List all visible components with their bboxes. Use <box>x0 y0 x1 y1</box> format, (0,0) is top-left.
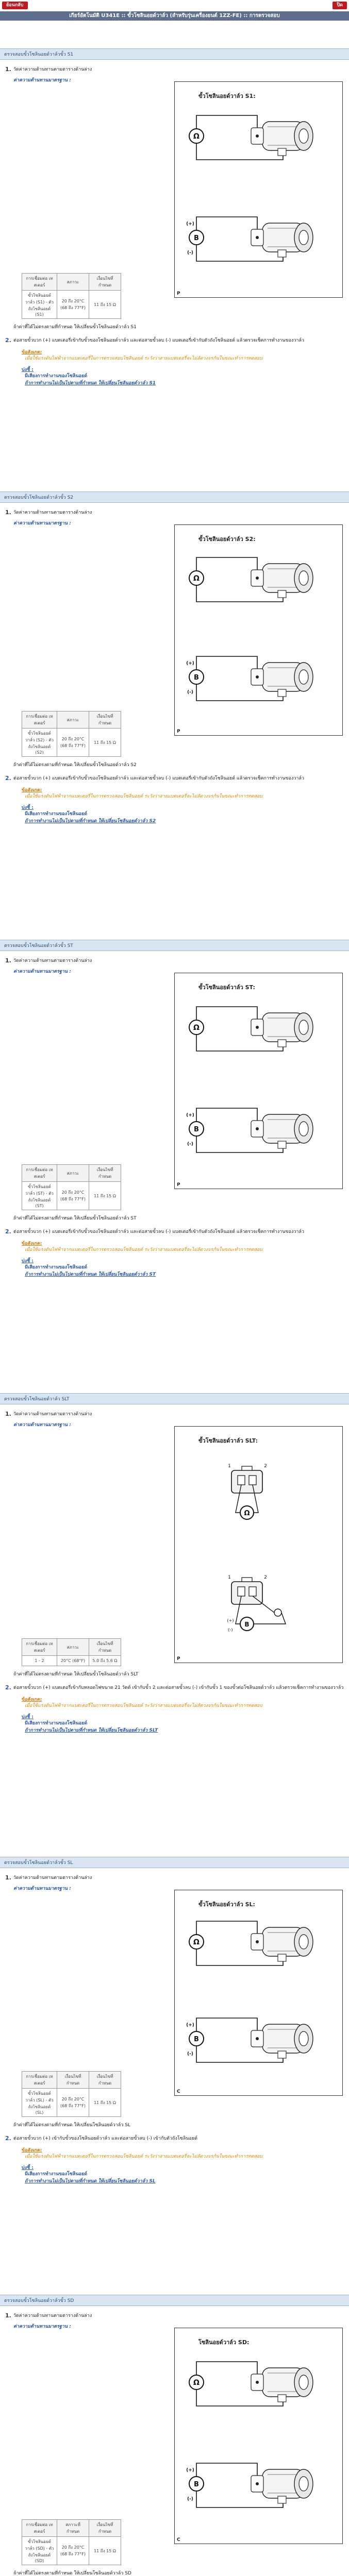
caution-body: เมื่อใช้แรงดันไฟฟ้าจากแบตเตอรี่ในการตรวจสอบโซลินอยด์ ระวังว่าสายแบตเตอรี่จะไม่ลัดวงจรกันในขณะทำการทดสอบ <box>25 2154 263 2159</box>
battery-label: B <box>244 1621 250 1628</box>
resistance-table <box>22 2071 121 2117</box>
solenoid-valve-top <box>251 2368 313 2402</box>
table-header-row <box>22 1165 121 1182</box>
table-cell: 11 ถึง 15 Ω <box>89 2089 121 2117</box>
standard-resistance-label: ค่าความต้านทานมาตรฐาน : <box>13 969 71 974</box>
table-cell: 11 ถึง 15 Ω <box>89 1182 121 1210</box>
replace-note: ถ้าค่าที่ได้ไม่ตรงตามที่กำหนด ให้เปลี่ยนโซลินอยด์วาล์ว SD <box>13 2571 131 2576</box>
table-row <box>22 291 121 319</box>
step-1-text: วัดค่าความต้านทานตามตารางด้านล่าง <box>13 1412 92 1417</box>
slt-connector-bottom <box>231 1582 262 1604</box>
table-row <box>22 1182 121 1210</box>
table-header-cell: การเชื่อมต่อ เทสเตอร์ <box>22 1639 57 1656</box>
battery-wire-positive <box>196 2018 257 2039</box>
table-cell: 11 ถึง 15 Ω <box>89 728 121 757</box>
table-header-cell: การเชื่อมต่อ เทสเตอร์ <box>22 1165 57 1182</box>
step-1 <box>5 509 344 516</box>
standard-resistance-label: ค่าความต้านทานมาตรฐาน : <box>13 2324 71 2329</box>
table-header-cell: เงื่อนไขที่กำหนด <box>89 2072 121 2089</box>
slt-connector-top-pin2-label: 2 <box>264 1464 267 1469</box>
slt-connector-top-pin1 <box>238 1476 245 1485</box>
table-cell: 20 ถึง 20°C (68 ถึง 77°F) <box>57 728 89 757</box>
step-number: 2. <box>5 337 11 344</box>
solenoid-valve-top <box>251 564 313 598</box>
result-title: บ่งชี้ : <box>22 805 34 810</box>
figure-title: ขั้วโซลินอยด์วาล์ว SLT: <box>198 1437 258 1444</box>
step-number: 1. <box>5 66 11 73</box>
step-2 <box>5 2135 344 2142</box>
caution-body: เมื่อใช้แรงดันไฟฟ้าจากแบตเตอรี่ในการตรวจสอบโซลินอยด์ ระวังว่าสายแบตเตอรี่จะไม่ลัดวงจรกันในขณะทำการทดสอบ <box>25 1247 263 1252</box>
replace-link[interactable]: ถ้าการทำงานไม่เป็นไปตามที่กำหนด ให้เปลี่ยนโซลินอยด์วาล์ว S1 <box>25 381 156 386</box>
resistance-table <box>22 711 121 757</box>
probe-wire-positive <box>196 115 257 136</box>
plus-label: (+) <box>186 2023 194 2028</box>
step-number: 1. <box>5 509 11 516</box>
section-heading: ตรวจสอบขั้วโซลินอยด์วาล์วขั้ว S1 <box>0 48 349 60</box>
solenoid-valve-bottom <box>251 223 313 257</box>
figure-title: ขั้วโซลินอยด์วาล์ว SL: <box>198 1901 255 1908</box>
figure-letter: C <box>177 2537 180 2543</box>
result-title: บ่งชี้ : <box>22 1715 34 1720</box>
table-cell: 5.0 ถึง 5.6 Ω <box>89 1656 121 1666</box>
result-body: มีเสียงการทำงานของโซลินอยด์ <box>25 1721 88 1726</box>
table-header-cell: สภาวะ <box>57 274 89 291</box>
result-body: มีเสียงการทำงานของโซลินอยด์ <box>25 1265 88 1270</box>
replace-link[interactable]: ถ้าการทำงานไม่เป็นไปตามที่กำหนด ให้เปลี่ยนโซลินอยด์วาล์ว SLT <box>25 1728 158 1733</box>
step-2 <box>5 1228 344 1235</box>
solenoid-valve-bottom <box>251 2469 313 2503</box>
top-bar <box>0 0 349 11</box>
probe-wire-positive <box>196 557 257 578</box>
inspection-section <box>0 1850 349 2184</box>
step-1-text: วัดค่าความต้านทานตามตารางด้านล่าง <box>13 2313 92 2318</box>
figure-letter: P <box>177 1656 180 1662</box>
battery-wire-positive <box>196 2463 257 2484</box>
caution-title: ข้อสังเกต: <box>22 2148 42 2153</box>
caution-note <box>22 2146 344 2160</box>
figure-letter: P <box>177 729 180 734</box>
slt-connector-bottom-pin1 <box>238 1587 245 1596</box>
ohm-label: Ω <box>193 1024 200 1032</box>
table-header-row <box>22 711 121 728</box>
section-heading: ตรวจสอบขั้วโซลินอยด์วาล์ว SLT <box>0 1393 349 1404</box>
standard-resistance-label: ค่าความต้านทานมาตรฐาน : <box>13 521 71 526</box>
step-1 <box>5 66 344 73</box>
battery-label: B <box>194 2481 199 2488</box>
minus-label: (-) <box>187 2052 193 2057</box>
section-body <box>0 1874 349 2184</box>
minus-label: (-) <box>187 1142 193 1147</box>
result-title: บ่งชี้ : <box>22 1259 34 1264</box>
table-cell: 11 ถึง 15 Ω <box>89 291 121 319</box>
slt-connector-bottom-pin2 <box>249 1587 256 1596</box>
table-header-cell: การเชื่อมต่อ เทสเตอร์ <box>22 274 57 291</box>
step-1-text: วัดค่าความต้านทานตามตารางด้านล่าง <box>13 958 92 963</box>
slt-connector-bottom-pin1-label: 1 <box>228 1575 231 1580</box>
standard-resistance-label: ค่าความต้านทานมาตรฐาน : <box>13 78 71 83</box>
table-cell: ขั้วโซลินอยด์วาล์ว (SD) - ตัวถังโซลินอยด์ (SD) <box>22 2537 57 2565</box>
connector-diagram <box>175 1890 342 2095</box>
table-header-row <box>22 2072 121 2089</box>
table-cell: ขั้วโซลินอยด์วาล์ว (ST) - ตัวถังโซลินอยด์ (ST) <box>22 1182 57 1210</box>
replace-note: ถ้าค่าที่ได้ไม่ตรงตามที่กำหนด ให้เปลี่ยนขั้วโซลินอยด์วาล์ว ST <box>13 1216 137 1221</box>
result-body: มีเสียงการทำงานของโซลินอยด์ <box>25 2172 88 2177</box>
figure-letter: P <box>177 291 180 296</box>
table-header-cell: เงื่อนไขที่กำหนด <box>89 2520 121 2537</box>
figure-letter: P <box>177 1182 180 1188</box>
table-header-row <box>22 2520 121 2537</box>
connector-figure <box>174 1890 343 2096</box>
step-2 <box>5 337 344 344</box>
table-header-cell: เงื่อนไขที่กำหนด <box>57 2072 89 2089</box>
plus-label: (+) <box>186 2468 194 2473</box>
solenoid-valve-top <box>251 122 313 156</box>
figure-title: ขั้วโซลินอยด์วาล์ว ST: <box>198 984 255 991</box>
connector-figure <box>174 524 343 736</box>
inspection-section <box>0 2287 349 2576</box>
plus-label: (+) <box>186 661 194 666</box>
result-body: มีเสียงการทำงานของโซลินอยด์ <box>25 811 88 817</box>
slt-connector-top-pin1-label: 1 <box>228 1464 231 1469</box>
figure-letter: C <box>177 2089 180 2094</box>
solenoid-valve-top <box>251 1927 313 1961</box>
caution-title: ข้อสังเกต: <box>22 788 42 793</box>
table-cell: 20 ถึง 20°C (68 ถึง 77°F) <box>57 291 89 319</box>
ohm-label: Ω <box>193 1938 200 1946</box>
table-cell: ขั้วโซลินอยด์วาล์ว (S1) - ตัวถังโซลินอยด์ (S1) <box>22 291 57 319</box>
step-2-text: ต่อสายขั้วบวก (+) แบตเตอรี่เข้ากับหลอดไฟขนาด 21 วัตต์ เข้ากับขั้ว 2 และต่อสายขั้วลบ (-) เข้ากับขั้ว 1 ของขั้วต่อโซลินอยด์วาล์ว แล้วตรวจเช็คการทำงานของวาล์ว <box>13 1685 344 1690</box>
connector-diagram <box>175 1427 342 1663</box>
solenoid-valve-bottom <box>251 663 313 697</box>
step-number: 1. <box>5 1874 11 1881</box>
step-number: 1. <box>5 2312 11 2319</box>
minus-label: (-) <box>187 250 193 256</box>
table-row <box>22 2537 121 2565</box>
step-number: 2. <box>5 2135 11 2142</box>
resistance-table <box>22 273 121 319</box>
step-2-text: ต่อสายขั้วบวก (+) แบตเตอรี่เข้ากับขั้วของโซลินอยด์วาล์ว และต่อสายขั้วลบ (-) แบตเตอรี่เข้ากับตัวถังโซลินอยด์ แล้วตรวจเช็คการทำงานของวาล์ว <box>13 776 305 781</box>
caution-note <box>22 786 344 800</box>
table-cell: 11 ถึง 15 Ω <box>89 2537 121 2565</box>
figure-title: โซลินอยด์วาล์ว SD: <box>198 2339 250 2346</box>
step-number: 2. <box>5 775 11 782</box>
replace-link[interactable]: ถ้าการทำงานไม่เป็นไปตามที่กำหนด ให้เปลี่ยนโซลินอยด์วาล์ว S2 <box>25 819 156 824</box>
replace-link[interactable]: ถ้าการทำงานไม่เป็นไปตามที่กำหนด ให้เปลี่ยนโซลินอยด์วาล์ว SL <box>25 2179 156 2184</box>
table-header-cell: เงื่อนไขที่กำหนด <box>89 1165 121 1182</box>
result-title: บ่งชี้ : <box>22 367 34 372</box>
battery-wire-positive <box>196 217 257 238</box>
inspection-section <box>0 484 349 824</box>
figure-title: ขั้วโซลินอยด์วาล์ว S1: <box>198 93 256 99</box>
resistance-table <box>22 1638 121 1666</box>
standard-resistance-label: ค่าความต้านทานมาตรฐาน : <box>13 1886 71 1891</box>
replace-note: ถ้าค่าที่ได้ไม่ตรงตามที่กำหนด ให้เปลี่ยนขั้วโซลินอยด์วาล์ว SLT <box>13 1672 139 1677</box>
table-header-cell: การเชื่อมต่อ เทสเตอร์ <box>22 711 57 728</box>
replace-note: ถ้าค่าที่ได้ไม่ตรงตามที่กำหนด ให้เปลี่ยนโซลินอยด์วาล์ว SL <box>13 2123 130 2128</box>
inspection-section <box>0 933 349 1278</box>
section-body <box>0 957 349 1278</box>
table-cell: 20 ถึง 20°C (68 ถึง 77°F) <box>57 2537 89 2565</box>
connector-diagram <box>175 2328 342 2544</box>
step-number: 1. <box>5 957 11 964</box>
inspection-section <box>0 41 349 386</box>
step-number: 2. <box>5 1684 11 1691</box>
caution-title: ข้อสังเกต: <box>22 1241 42 1246</box>
slt-connector-bottom-pin2-label: 2 <box>264 1575 267 1580</box>
section-heading: ตรวจสอบขั้วโซลินอยด์วาล์วขั้ว S2 <box>0 492 349 503</box>
table-header-cell: สภาวะ <box>57 1165 89 1182</box>
step-2 <box>5 775 344 782</box>
slt-connector-bottom-latch <box>242 1578 252 1582</box>
caution-note <box>22 348 344 362</box>
battery-label: B <box>194 674 199 682</box>
table-cell: ขั้วโซลินอยด์วาล์ว (SL) - ตัวถังโซลินอยด์ (SL) <box>22 2089 57 2117</box>
section-body <box>0 509 349 824</box>
solenoid-valve-bottom <box>251 1114 313 1148</box>
result-note <box>22 366 344 386</box>
table-cell: 1 - 2 <box>22 1656 57 1666</box>
slt-connector-top-latch <box>242 1466 252 1470</box>
ohm-label: Ω <box>244 1510 250 1517</box>
table-header-cell: สภาวะ <box>57 1639 89 1656</box>
battery-wire-positive <box>196 656 257 677</box>
step-1-text: วัดค่าความต้านทานตามตารางด้านล่าง <box>13 510 92 515</box>
table-header-row <box>22 274 121 291</box>
caution-title: ข้อสังเกต: <box>22 350 42 355</box>
connector-figure <box>174 1426 343 1663</box>
back-button[interactable]: ย้อนกลับ <box>2 2 28 9</box>
result-note <box>22 2164 344 2184</box>
table-header-cell: เงื่อนไขที่กำหนด <box>89 274 121 291</box>
table-header-cell: การเชื่อมต่อ เทสเตอร์ <box>22 2072 57 2089</box>
caution-title: ข้อสังเกต: <box>22 1697 42 1702</box>
table-row <box>22 728 121 757</box>
standard-resistance-label: ค่าความต้านทานมาตรฐาน : <box>13 1422 71 1428</box>
result-body: มีเสียงการทำงานของโซลินอยด์ <box>25 374 88 379</box>
caution-body: เมื่อใช้แรงดันไฟฟ้าจากแบตเตอรี่ในการตรวจสอบโซลินอยด์ ระวังว่าสายแบตเตอรี่จะไม่ลัดวงจรกันในขณะทำการทดสอบ <box>25 356 263 361</box>
table-header-cell: สภาวะ <box>57 711 89 728</box>
slt-connector-top-pin2 <box>249 1476 256 1485</box>
connector-diagram <box>175 82 342 297</box>
resistance-table <box>22 2519 121 2565</box>
table-header-cell: การเชื่อมต่อ เทสเตอร์ <box>22 2520 57 2537</box>
section-heading: ตรวจสอบขั้วโซลินอยด์วาล์วขั้ว SD <box>0 2295 349 2306</box>
step-2-text: ต่อสายขั้วบวก (+) แบตเตอรี่เข้ากับขั้วของโซลินอยด์วาล์ว และต่อสายขั้วลบ (-) แบตเตอรี่เข้ากับตัวถังโซลินอยด์ แล้วตรวจเช็คการทำงานของวาล์ว <box>13 1229 305 1234</box>
solenoid-valve-top <box>251 1013 313 1047</box>
probe-wire-positive <box>196 1007 257 1027</box>
step-1 <box>5 1411 344 1418</box>
connector-figure <box>174 81 343 298</box>
result-title: บ่งชี้ : <box>22 2165 34 2171</box>
table-row <box>22 1656 121 1666</box>
table-header-cell: สภาวะที่กำหนด <box>57 2520 89 2537</box>
plus-label: (+) <box>227 1618 234 1623</box>
table-cell: 20 ถึง 20°C (68 ถึง 77°F) <box>57 1182 89 1210</box>
replace-note: ถ้าค่าที่ได้ไม่ตรงตามที่กำหนด ให้เปลี่ยนขั้วโซลินอยด์วาล์ว S2 <box>13 762 137 768</box>
caution-body: เมื่อใช้แรงดันไฟฟ้าจากแบตเตอรี่ในการตรวจสอบโซลินอยด์ ระวังว่าสายแบตเตอรี่จะไม่ลัดวงจรกันในขณะทำการทดสอบ <box>25 1703 263 1708</box>
result-note <box>22 1713 344 1734</box>
battery-label: B <box>194 234 199 242</box>
ohm-label: Ω <box>193 2379 200 2387</box>
resistance-table <box>22 1164 121 1210</box>
ohm-label: Ω <box>193 574 200 583</box>
battery-label: B <box>194 1126 199 1133</box>
table-header-cell: เงื่อนไขที่กำหนด <box>89 1639 121 1656</box>
step-1 <box>5 957 344 964</box>
step-number: 2. <box>5 1228 11 1235</box>
solenoid-valve-bottom <box>251 2024 313 2058</box>
step-1 <box>5 2312 344 2319</box>
section-heading: ตรวจสอบขั้วโซลินอยด์วาล์วขั้ว ST <box>0 940 349 951</box>
table-header-row <box>22 1639 121 1656</box>
table-cell: 20 ถึง 20°C (68 ถึง 77°F) <box>57 2089 89 2117</box>
table-row <box>22 2089 121 2117</box>
minus-label: (-) <box>187 2497 193 2502</box>
step-1-text: วัดค่าความต้านทานตามตารางด้านล่าง <box>13 1875 92 1880</box>
caution-note <box>22 1696 344 1709</box>
page-title: เกียร์อัตโนมัติ U341E :: ขั้วโซลินอยด์วาล์ว (สำหรับรุ่นเครื่องยนต์ 1ZZ-FE) :: การตรวจสอบ <box>0 11 349 21</box>
plus-label: (+) <box>186 1113 194 1118</box>
plus-label: (+) <box>186 222 194 227</box>
section-body <box>0 1411 349 1734</box>
step-1-text: วัดค่าความต้านทานตามตารางด้านล่าง <box>13 67 92 72</box>
inspection-section <box>0 1386 349 1734</box>
section-body <box>0 2312 349 2576</box>
caution-body: เมื่อใช้แรงดันไฟฟ้าจากแบตเตอรี่ในการตรวจสอบโซลินอยด์ ระวังว่าสายแบตเตอรี่จะไม่ลัดวงจรกันในขณะทำการทดสอบ <box>25 794 263 799</box>
replace-note: ถ้าค่าที่ได้ไม่ตรงตามที่กำหนด ให้เปลี่ยนขั้วโซลินอยด์วาล์ว S1 <box>13 325 137 330</box>
replace-link[interactable]: ถ้าการทำงานไม่เป็นไปตามที่กำหนด ให้เปลี่ยนโซลินอยด์วาล์ว ST <box>25 1272 156 1277</box>
figure-title: ขั้วโซลินอยด์วาล์ว S2: <box>198 536 256 543</box>
section-heading: ตรวจสอบขั้วโซลินอยด์วาล์วขั้ว SL <box>0 1857 349 1868</box>
step-1 <box>5 1874 344 1882</box>
step-number: 1. <box>5 1411 11 1417</box>
table-header-cell: เงื่อนไขที่กำหนด <box>89 711 121 728</box>
table-cell: 20°C (68°F) <box>57 1656 89 1666</box>
connector-diagram <box>175 973 342 1189</box>
step-2-text: ต่อสายขั้วบวก (+) แบตเตอรี่เข้ากับขั้วของโซลินอยด์วาล์ว และต่อสายขั้วลบ (-) แบตเตอรี่เข้ากับตัวถังโซลินอยด์ แล้วตรวจเช็คการทำงานของวาล์ว <box>13 338 305 343</box>
battery-wire-positive <box>196 1108 257 1129</box>
result-note <box>22 804 344 824</box>
step-2-text: ต่อสายขั้วบวก (+) เข้ากับขั้วของโซลินอยด์วาล์ว และต่อสายขั้วลบ (-) เข้ากับตัวถังโซลินอยด์ <box>13 2136 198 2141</box>
ohm-label: Ω <box>193 132 200 141</box>
probe-wire-positive <box>196 1921 257 1942</box>
minus-label: (-) <box>187 690 193 695</box>
bulb-symbol <box>274 1609 281 1616</box>
close-button[interactable]: ปิด <box>333 2 347 9</box>
probe-wire-positive <box>196 2362 257 2382</box>
step-2 <box>5 1684 344 1691</box>
connector-figure <box>174 2328 343 2544</box>
caution-note <box>22 1240 344 1253</box>
section-body <box>0 66 349 386</box>
battery-label: B <box>194 2036 199 2043</box>
minus-label: (-) <box>228 1628 233 1632</box>
connector-diagram <box>175 525 342 735</box>
table-cell: ขั้วโซลินอยด์วาล์ว (S2) - ตัวถังโซลินอยด์ (S2) <box>22 728 57 757</box>
result-note <box>22 1257 344 1278</box>
slt-connector-top <box>231 1470 262 1493</box>
connector-figure <box>174 973 343 1189</box>
